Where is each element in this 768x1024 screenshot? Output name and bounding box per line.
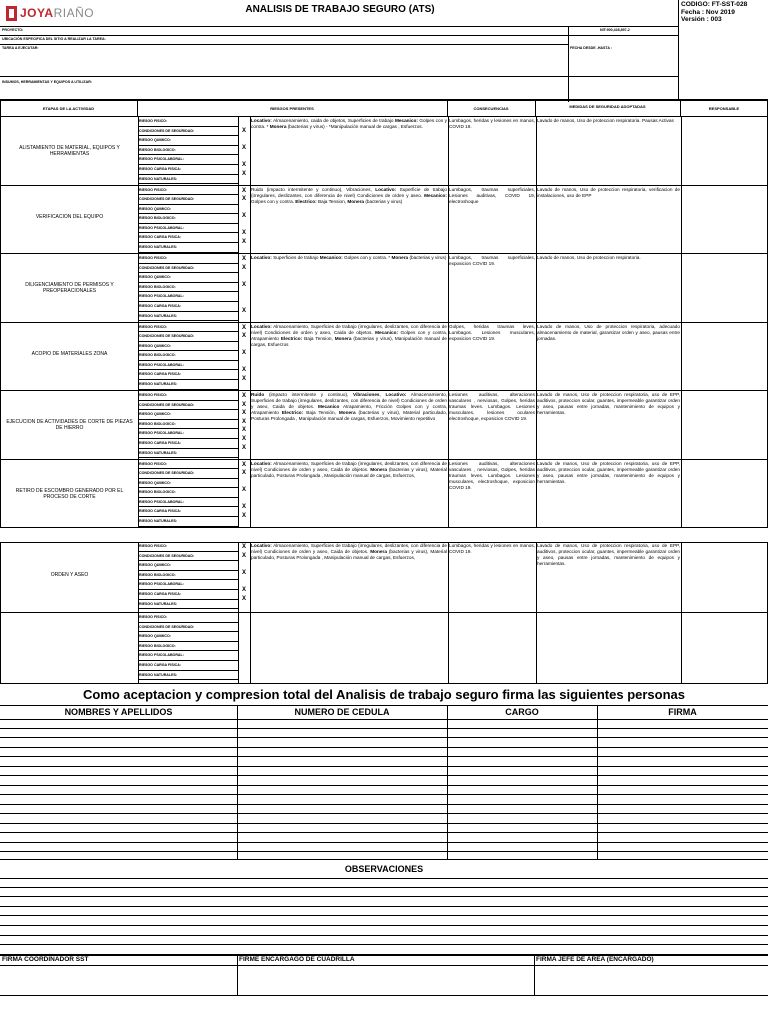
responsible-cell[interactable]: [681, 542, 768, 613]
divider: [0, 76, 678, 77]
risk-mark: [238, 622, 250, 631]
sig-col-names: NOMBRES Y APELLIDOS: [64, 707, 173, 717]
stage-block: [0, 391, 768, 460]
risk-type-label: RIESGO FISICO:: [138, 254, 238, 264]
measures-text: Lavado de manos, Uso de proteccion respiratoria, verificacion de instalaciones, uso de EPP: [537, 186, 680, 198]
risk-type-list: [138, 186, 238, 253]
risk-type-label: RIESGO QUIMICO:: [138, 136, 238, 146]
risk-mark: X: [241, 504, 246, 511]
divider: [0, 719, 768, 720]
consequences-text: Lumbagos, traumas superficiales, exposicion COVID 19.: [449, 255, 535, 266]
risk-type-label: RIESGO FISICO:: [138, 323, 238, 333]
risk-type-label: RIESGO QUIMICO:: [138, 632, 238, 642]
measures-text: [536, 613, 681, 614]
risk-type-label: RIESGO NATURALES:: [138, 517, 238, 527]
risk-type-label: RIESGO NATURALES:: [138, 175, 238, 185]
risk-mark: X: [241, 256, 246, 262]
col-consequences: CONSECUENCIAS: [473, 106, 509, 111]
document-version: Versión : 003: [681, 16, 722, 24]
risk-type-label: RIESGO FISICO:: [138, 542, 238, 552]
signature-row[interactable]: [0, 786, 768, 796]
footer-crew-label: FIRME ENCARGAGO DE CUADRILLA: [239, 956, 355, 963]
risk-mark: X: [241, 196, 246, 203]
risk-type-label: RIESGO PSICOLABORAL:: [138, 651, 238, 661]
observation-line[interactable]: [0, 897, 768, 907]
responsible-cell[interactable]: [681, 186, 768, 255]
divider: [568, 26, 569, 102]
risk-type-list: [138, 391, 238, 458]
stage-name: ALISTAMIENTO DE MATERIAL, EQUIPOS Y HERRAMIENTAS: [19, 145, 120, 158]
stage-name: ACOPIO DE MATERIALES ZONA: [31, 350, 108, 357]
risk-mark: X: [241, 367, 246, 374]
risk-mark: X: [241, 170, 246, 177]
risk-mark: X: [241, 264, 246, 271]
risk-type-label: RIESGO QUIMICO:: [138, 342, 238, 352]
risk-mark: [238, 134, 250, 143]
risk-mark: [238, 220, 250, 229]
signature-row[interactable]: [0, 814, 768, 824]
document-date: Fecha : Nov 2019: [681, 8, 735, 16]
document-code: CODIGO: FT-SST-028: [681, 1, 748, 8]
risk-mark: [238, 477, 250, 486]
risk-type-label: RIESGO CARGA FISICA:: [138, 507, 238, 517]
dates-label: FECHA DESDE -HASTA :: [570, 46, 612, 50]
risk-type-label: RIESGO BIOLOGICO:: [138, 351, 238, 361]
consequences-text: Lumbagos, traumas superficiales, Lesiones auditivas, COVID 19, electroshoque: [449, 186, 535, 204]
risk-mark: [238, 613, 250, 622]
risk-type-label: RIESGO PSICOLABORAL:: [138, 429, 238, 439]
risk-mark: X: [241, 213, 246, 220]
stage-name: VERIFICACION DEL EQUIPO: [35, 213, 104, 220]
risk-mark: X: [241, 161, 246, 168]
observation-line[interactable]: [0, 878, 768, 888]
risk-type-label: RIESGO CARGA FISICA:: [138, 590, 238, 600]
measures-text: Lavado de manos, Uso de proteccion respiratoria, uso de EPP, auditivos, proteccion ocular, guantes, impermeable garantizar orden y aseo, pausas entre jornadas, mantenimiento de equipos y herramientas.: [537, 392, 680, 415]
risk-type-label: RIESGO CARGA FISICA:: [138, 661, 238, 671]
footer-coordinator-label: FIRMA COORDINADOR SST: [2, 956, 89, 963]
responsible-cell[interactable]: [681, 323, 768, 392]
risk-mark: X: [241, 595, 246, 602]
risk-mark: X: [241, 187, 246, 194]
consequences-text: Lumbagos, heridas y lesiones en manos, COVID 19.: [449, 543, 535, 554]
responsible-cell[interactable]: [681, 254, 768, 323]
location-label: UBICACIÓN ESPECIFICA DEL SITIO A REALIZAR LA TAREA:: [2, 37, 106, 41]
risk-type-label: RIESGO BIOLOGICO:: [138, 283, 238, 293]
risk-mark: [238, 647, 250, 656]
divider: [447, 705, 448, 860]
sig-col-sign: FIRMA: [668, 707, 697, 717]
header-frame: [0, 0, 768, 100]
risk-type-label: CONDICIONES DE SEGURIDAD:: [138, 195, 238, 205]
observation-line[interactable]: [0, 945, 768, 955]
measures-text: Lavado de manos, Uso de proteccion respiratoria.: [537, 255, 641, 260]
risk-mark: X: [241, 569, 246, 576]
responsible-cell[interactable]: [681, 613, 768, 684]
risk-type-label: RIESGO CARGA FISICA:: [138, 370, 238, 380]
measures-text: Lavado de manos, Uso de proteccion respiratoria, adecuado almacenamiento de material, garantizar orden y aseo, pausas entre jornadas.: [537, 323, 680, 341]
risk-mark: [238, 340, 250, 349]
stage-block: [0, 254, 768, 323]
risk-type-label: CONDICIONES DE SEGURIDAD:: [138, 623, 238, 633]
risks-description: Locativo: Superficies de trabajo Mecanico: Golpes con y contra. * Monera (bacterias y virus): [251, 255, 447, 260]
risk-mark: [238, 297, 250, 306]
page-title: ANALISIS DE TRABAJO SEGURO (ATS): [245, 4, 435, 15]
risk-mark: [238, 639, 250, 648]
divider: [536, 117, 537, 186]
risk-type-label: RIESGO CARGA FISICA:: [138, 439, 238, 449]
risk-type-label: RIESGO NATURALES:: [138, 312, 238, 322]
risk-type-label: RIESGO NATURALES:: [138, 243, 238, 253]
risk-mark: X: [241, 461, 246, 468]
risk-type-label: RIESGO FISICO:: [138, 460, 238, 470]
risk-type-label: RIESGO BIOLOGICO:: [138, 642, 238, 652]
signature-row[interactable]: [0, 738, 768, 748]
supplies-label: INSUMOS, HERRAMIENTAS Y EQUIPOS A UTILIZAR:: [2, 80, 92, 84]
risk-type-label: RIESGO PSICOLABORAL:: [138, 361, 238, 371]
risk-type-list: [138, 542, 238, 609]
risk-mark: X: [241, 307, 246, 314]
document-code-block: [681, 1, 767, 24]
risk-type-list: [138, 117, 238, 184]
footer-area-label: FIRMA JEFE DE AREA (ENCARGADO): [536, 956, 654, 963]
risk-type-label: CONDICIONES DE SEGURIDAD:: [138, 552, 238, 562]
measures-text: Lavado de manos, Uso de proteccion respiratoria. Pausas Activas: [537, 118, 674, 123]
risk-mark: X: [241, 281, 246, 288]
risk-mark: [238, 576, 250, 585]
consequences-text: Lesiones auditivas, alteraciones vasculares , nerviosas, Golpes, heridas traumas leves. Lumbagos. Lesiones musculares, lesiones oculares electroshoque, exposicion COVID 19.: [449, 392, 535, 421]
risks-description: Locativo: Almacenamiento, Superficies de trabajo (irregulares, deslizantes, con diferencia de nivel) Condiciones de orden y aseo, Caida de objetos. Mecanico: Golpes con y contra, Atrapamiento Electrico: Baja Tension, Monera (bacterias y virus), Manipulación manual de cargas, Esfuerzos: [251, 323, 447, 347]
risk-mark: X: [241, 144, 246, 151]
risk-mark: X: [241, 418, 246, 425]
risk-type-label: RIESGO NATURALES:: [138, 449, 238, 459]
responsible-cell[interactable]: [681, 460, 768, 529]
divider: [536, 613, 537, 684]
observation-line[interactable]: [0, 936, 768, 946]
risk-type-label: RIESGO QUIMICO:: [138, 205, 238, 215]
divider: [0, 44, 568, 45]
divider: [0, 26, 678, 27]
risk-type-label: RIESGO FISICO:: [138, 613, 238, 623]
signature-row[interactable]: [0, 833, 768, 843]
risk-type-label: RIESGO BIOLOGICO:: [138, 146, 238, 156]
risk-mark: X: [241, 127, 246, 134]
observation-line[interactable]: [0, 907, 768, 917]
divider: [237, 955, 238, 996]
risks-description: Locativo: Almacenamiento, Superficies de trabajo (irregulares, deslizantes, con diferencia de nivel) Condiciones de orden y aseo, Caida de objetos. Monera (bacterias y virus), Material particulado, Posturas Prolongada , Manipulación manual de cargas, Esfuerzos,: [251, 543, 447, 560]
observation-line[interactable]: [0, 888, 768, 898]
risk-mark: X: [241, 544, 246, 550]
risk-mark: [238, 117, 250, 126]
consequences-text: Lumbagos, heridas y lesiones en manos, COVID 19.: [449, 118, 535, 129]
stage-block: [0, 460, 768, 529]
measures-text: Lavado de manos, Uso de proteccion respiratoria, uso de EPP, auditivos, proteccion ocular, guantes, impermeable garantizar orden y aseo, pausas entre jornadas, mantenimiento de equipos y herramientas.: [537, 460, 680, 484]
stage-block: [0, 542, 768, 613]
observation-line[interactable]: [0, 916, 768, 926]
signatures-heading: Como aceptacion y compresion total del Analisis de trabajo seguro firma las siguientes personas: [82, 687, 686, 702]
signature-row[interactable]: [0, 824, 768, 834]
col-measures: MEDIDAS DE SEGURIDAD ADOPTADAS: [569, 104, 646, 109]
sig-col-id: NUMERO DE CEDULA: [294, 707, 390, 717]
project-label: PROYECTO:: [2, 28, 24, 32]
risk-marks: [238, 186, 250, 246]
risk-mark: X: [241, 230, 246, 237]
divider: [597, 705, 598, 860]
risk-mark: [238, 151, 250, 160]
risk-mark: X: [241, 401, 246, 408]
risk-type-label: RIESGO BIOLOGICO:: [138, 571, 238, 581]
risk-type-label: RIESGO QUIMICO:: [138, 479, 238, 489]
divider: [0, 35, 678, 36]
risks-description: Ruido (impacto intermitente y continuo), Vibraciones, Locativo: Almacenamiento, Superficies de trabajo (irregulares, deslizantes, con diferencia de nivel) Condiciones de orden y aseo, Caida de objetos. Mecanico Atrapamiento, Fricción Golpes con y contra, Atrapamiento Electrico: Baja Tensión, Monera (bacterias y virus), Material particulado, Posturas Prolongada , Manipulación manual de cargas, Esfuerzos, Movimiento repetitivo: [251, 392, 448, 421]
stage-block: [0, 323, 768, 392]
signature-row[interactable]: [0, 795, 768, 805]
signature-row[interactable]: [0, 748, 768, 758]
risks-description: Ruido (impacto intermitente y continuo), Vibraciones, Locativo: Superficie de trabajo (irregulares, deslizantes, con diferencia de nivel) Condiciones de orden y aseo. Mecanico: Golpes con y contra. Electrico: Baja Tension, Monera (bacterias y virus): [251, 186, 447, 204]
risk-type-label: CONDICIONES DE SEGURIDAD:: [138, 401, 238, 411]
risk-marks: [238, 254, 250, 314]
risk-mark: X: [241, 586, 246, 593]
risk-type-label: CONDICIONES DE SEGURIDAD:: [138, 127, 238, 137]
risk-mark: X: [241, 239, 246, 246]
stage-block: [0, 117, 768, 186]
signature-row[interactable]: [0, 719, 768, 729]
risk-mark: X: [241, 427, 246, 434]
risk-type-list: [138, 613, 238, 680]
risks-description: Locativo: Almacenamiento, Superficies de trabajo (irregulares, deslizantes, con diferencia de nivel) Condiciones de orden y aseo, Caida de objetos. Monera (bacterias y virus), Material particulado, Posturas Prolongada , Manipulación manual de cargas, Esfuerzos,: [251, 460, 447, 478]
logo-text: JOYARIAÑO: [20, 6, 95, 20]
risk-marks: [238, 542, 250, 602]
risk-type-label: RIESGO PSICOLABORAL:: [138, 580, 238, 590]
responsible-cell[interactable]: [681, 391, 768, 460]
risk-mark: X: [241, 470, 246, 477]
risk-mark: X: [241, 376, 246, 383]
stage-name: ORDEN Y ASEO: [50, 571, 89, 578]
nit-label: NIT:900,428,897-2: [600, 28, 630, 32]
risk-type-label: RIESGO QUIMICO:: [138, 561, 238, 571]
stage-name: EJECUCION DE ACTIVIDADES DE CORTE DE PIEZAS DE HIERRO: [6, 419, 133, 432]
risk-type-label: RIESGO NATURALES:: [138, 671, 238, 681]
risk-mark: [238, 630, 250, 639]
risk-type-label: RIESGO BIOLOGICO:: [138, 488, 238, 498]
risk-mark: [238, 665, 250, 674]
risk-type-label: RIESGO FISICO:: [138, 391, 238, 401]
risk-marks: [238, 391, 250, 451]
risk-type-list: [138, 323, 238, 390]
risk-type-label: RIESGO FISICO:: [138, 186, 238, 196]
risk-type-list: [138, 460, 238, 527]
risk-mark: [238, 656, 250, 665]
signature-row[interactable]: [0, 729, 768, 739]
signature-row[interactable]: [0, 843, 768, 853]
risk-type-label: CONDICIONES DE SEGURIDAD:: [138, 332, 238, 342]
signature-row[interactable]: [0, 776, 768, 786]
col-responsible: RESPONSABLE: [708, 106, 740, 111]
risk-type-label: RIESGO PSICOLABORAL:: [138, 224, 238, 234]
risk-type-label: RIESGO PSICOLABORAL:: [138, 155, 238, 165]
sig-col-role: CARGO: [505, 707, 539, 717]
responsible-cell[interactable]: [681, 117, 768, 186]
risk-type-label: RIESGO PSICOLABORAL:: [138, 292, 238, 302]
divider: [250, 254, 251, 323]
risk-type-label: RIESGO BIOLOGICO:: [138, 420, 238, 430]
risk-marks: [238, 460, 250, 520]
risk-type-label: RIESGO CARGA FISICA:: [138, 233, 238, 243]
divider: [536, 254, 537, 323]
risk-mark: X: [241, 444, 246, 451]
risk-mark: [238, 203, 250, 212]
col-stage: ETAPAS DE LA ACTIVIDAD: [42, 106, 95, 111]
col-risks: RIESGOS PRESENTES: [270, 106, 314, 111]
signature-row[interactable]: [0, 767, 768, 777]
divider: [534, 955, 535, 996]
risk-type-label: RIESGO FISICO:: [138, 117, 238, 127]
risk-mark: X: [241, 324, 246, 331]
divider: [448, 613, 449, 684]
divider: [0, 965, 768, 966]
consequences-text: Golpes, heridas traumas leves, Lumbagos. Lesiones musculares, exposicion COVID 19.: [449, 323, 535, 341]
risk-mark: [238, 271, 250, 280]
task-label: TAREA A EJECUTAR:: [2, 46, 39, 50]
risk-mark: [238, 357, 250, 366]
risk-type-label: CONDICIONES DE SEGURIDAD:: [138, 264, 238, 274]
risk-type-label: RIESGO BIOLOGICO:: [138, 214, 238, 224]
risk-type-label: RIESGO NATURALES:: [138, 600, 238, 610]
risk-type-label: RIESGO NATURALES:: [138, 380, 238, 390]
risk-marks: [238, 117, 250, 177]
risk-mark: X: [241, 393, 246, 399]
risk-type-label: RIESGO QUIMICO:: [138, 273, 238, 283]
measures-text: Lavado de manos, Uso de proteccion respiratoria, uso de EPP, auditivos, proteccion ocular, guantes, impermeable garantizar orden y aseo, pausas entre jornadas, mantenimiento de equipos y herramientas.: [537, 543, 680, 566]
stage-name: RETIRO DE ESCOMBRO GENERADO POR EL PROCESO DE CORTE: [15, 487, 124, 500]
risk-type-label: RIESGO QUIMICO:: [138, 410, 238, 420]
consequences-text: Lesiones auditivas, alteraciones vasculares , nerviosas, Golpes, heridas traumas leves. Lumbagos. Lesiones musculares, electroshoque, exposicion COVID 19.: [449, 460, 535, 490]
risk-type-label: RIESGO PSICOLABORAL:: [138, 498, 238, 508]
risks-description: [250, 613, 448, 614]
risk-mark: [238, 288, 250, 297]
stage-block: [0, 186, 768, 255]
stage-name: DILIGENCIAMIENTO DE PERMISOS Y PREOPERACIONALES: [25, 282, 114, 295]
signature-row[interactable]: [0, 805, 768, 815]
risk-mark: [238, 494, 250, 503]
risk-mark: [238, 559, 250, 568]
observations-title: OBSERVACIONES: [344, 864, 424, 874]
stage-block: [0, 613, 768, 684]
observation-line[interactable]: [0, 926, 768, 936]
risk-marks: [238, 613, 250, 673]
risk-type-label: RIESGO CARGA FISICA:: [138, 302, 238, 312]
divider: [237, 705, 238, 860]
signature-row[interactable]: [0, 757, 768, 767]
risks-description: Locativo: Almacenamiento, caida de objetos, Superficies de trabajo Mecanico: Golpes con y contra. * Monera (bacterias y virus) - *Manipulación manual de cargas , Esfuerzos.: [251, 118, 447, 129]
risk-marks: [238, 323, 250, 383]
consequences-text: [448, 613, 536, 614]
risk-mark: X: [241, 333, 246, 340]
risk-type-list: [138, 254, 238, 321]
risk-mark: X: [241, 487, 246, 494]
risk-type-label: CONDICIONES DE SEGURIDAD:: [138, 469, 238, 479]
risk-mark: X: [241, 350, 246, 357]
divider: [250, 613, 251, 684]
risk-mark: X: [241, 435, 246, 442]
risk-mark: X: [241, 513, 246, 520]
risk-mark: X: [241, 410, 246, 417]
risk-mark: X: [241, 552, 246, 559]
risk-type-label: RIESGO CARGA FISICA:: [138, 165, 238, 175]
